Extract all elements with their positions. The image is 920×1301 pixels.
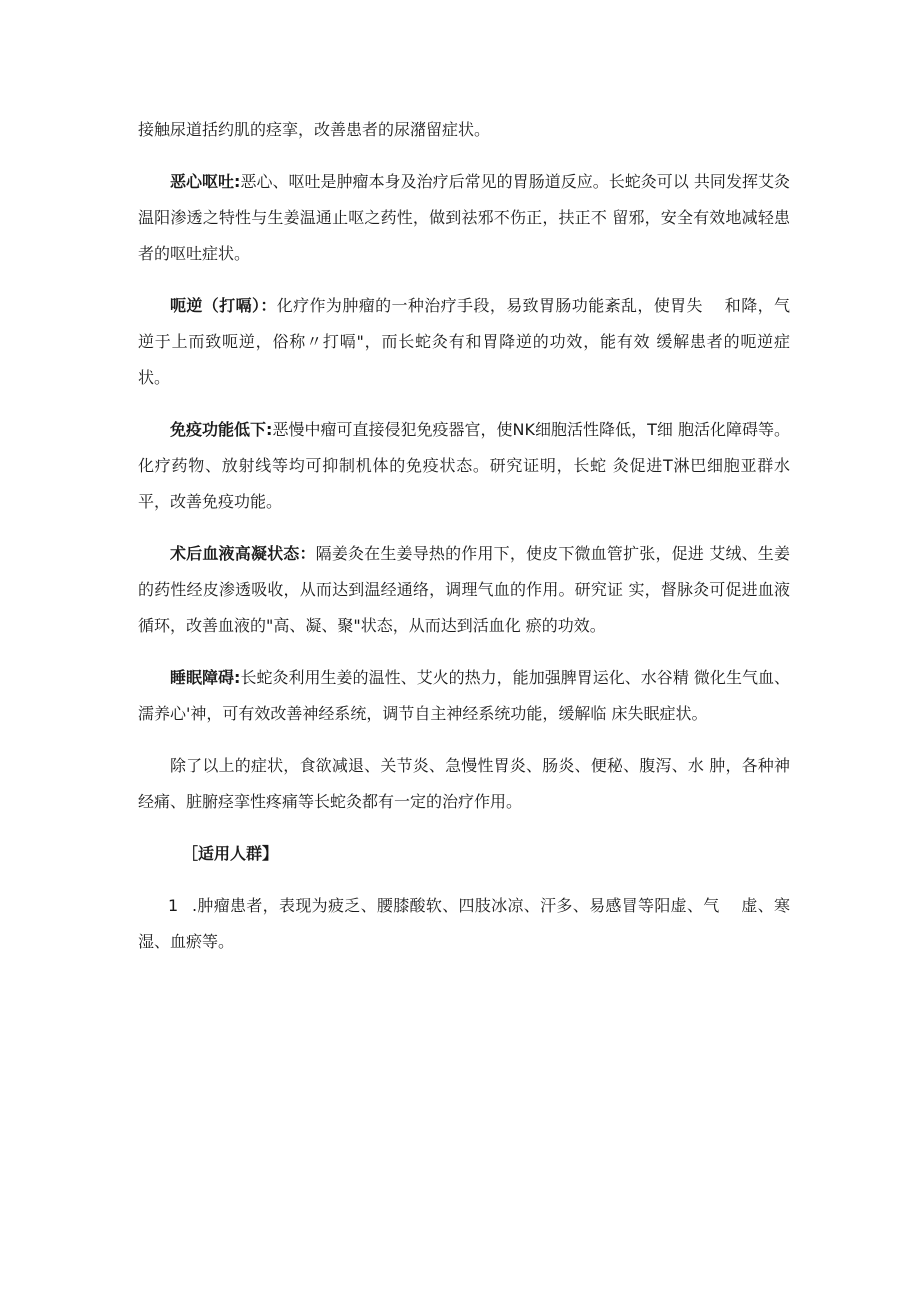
paragraph-text: 恶心、呕吐是肿瘤本身及治疗后常见的胃肠道反应。长蛇灸可以 共同发挥艾灸温阳渗透之特性与生姜温通止呕之药性，做到祛邪不伤正，扶正不 留邪，安全有效地减轻患者的呕吐症状。 xyxy=(138,172,790,263)
list-item-text: .肿瘤患者，表现为疲乏、腰膝酸软、四肢冰凉、汗多、易感冒等阳虚、气 虚、寒湿、血瘀等。 xyxy=(138,896,790,951)
paragraph-coagulation xyxy=(138,536,790,644)
paragraph-hiccup xyxy=(138,288,790,396)
list-item-number: 1 xyxy=(168,896,179,915)
paragraph-urinary xyxy=(138,112,790,148)
document-page xyxy=(138,112,790,960)
paragraph-lead: 睡眠障碍: xyxy=(170,668,241,687)
paragraph-lead: 免疫功能低下: xyxy=(170,420,273,439)
section-heading: ［适用人群】 xyxy=(182,844,279,863)
paragraph-text: 接触尿道括约肌的痉挛，改善患者的尿潴留症状。 xyxy=(138,120,491,139)
paragraph-sleep xyxy=(138,660,790,732)
paragraph-text: 除了以上的症状，食欲减退、关节炎、急慢性胃炎、肠炎、便秘、腹泻、水 肿，各种神经痛、脏腑痉挛性疼痛等长蛇灸都有一定的治疗作用。 xyxy=(138,756,790,811)
paragraph-immunity xyxy=(138,412,790,520)
paragraph-lead: 恶心呕吐: xyxy=(170,172,241,191)
list-item xyxy=(138,888,790,960)
paragraph-text: 恶慢中瘤可直接侵犯免疫器官，使NK细胞活性降低，T细 胞活化障碍等。化疗药物、放射线等均可抑制机体的免疫状态。研究证明，长蛇 灸促进T淋巴细胞亚群水平，改善免疫功能。 xyxy=(138,420,790,511)
paragraph-other-symptoms xyxy=(138,748,790,820)
paragraph-text: 长蛇灸利用生姜的温性、艾火的热力，能加强脾胃运化、水谷精 微化生气血、濡养心'神，可有效改善神经系统，调节自主神经系统功能，缓解临 床失眠症状。 xyxy=(138,668,790,723)
paragraph-lead: 呃逆（打嗝）： xyxy=(170,296,277,315)
paragraph-text: 化疗作为肿瘤的一种治疗手段，易致胃肠功能紊乱，使胃失 和降，气逆于上而致呃逆，俗称〃打嗝"，而长蛇灸有和胃降逆的功效，能有效 缓解患者的呃逆症状。 xyxy=(138,296,790,387)
paragraph-nausea xyxy=(138,164,790,272)
paragraph-lead: 术后血液高凝状态： xyxy=(170,544,316,563)
paragraph-text: 隔姜灸在生姜导热的作用下，使皮下微血管扩张，促进 艾绒、生姜的药性经皮渗透吸收，从而达到温经通络，调理气血的作用。研究证 实，督脉灸可促进血液循环，改善血液的"高、凝、聚"状态，从而达到活血化 瘀的功效。 xyxy=(138,544,790,635)
